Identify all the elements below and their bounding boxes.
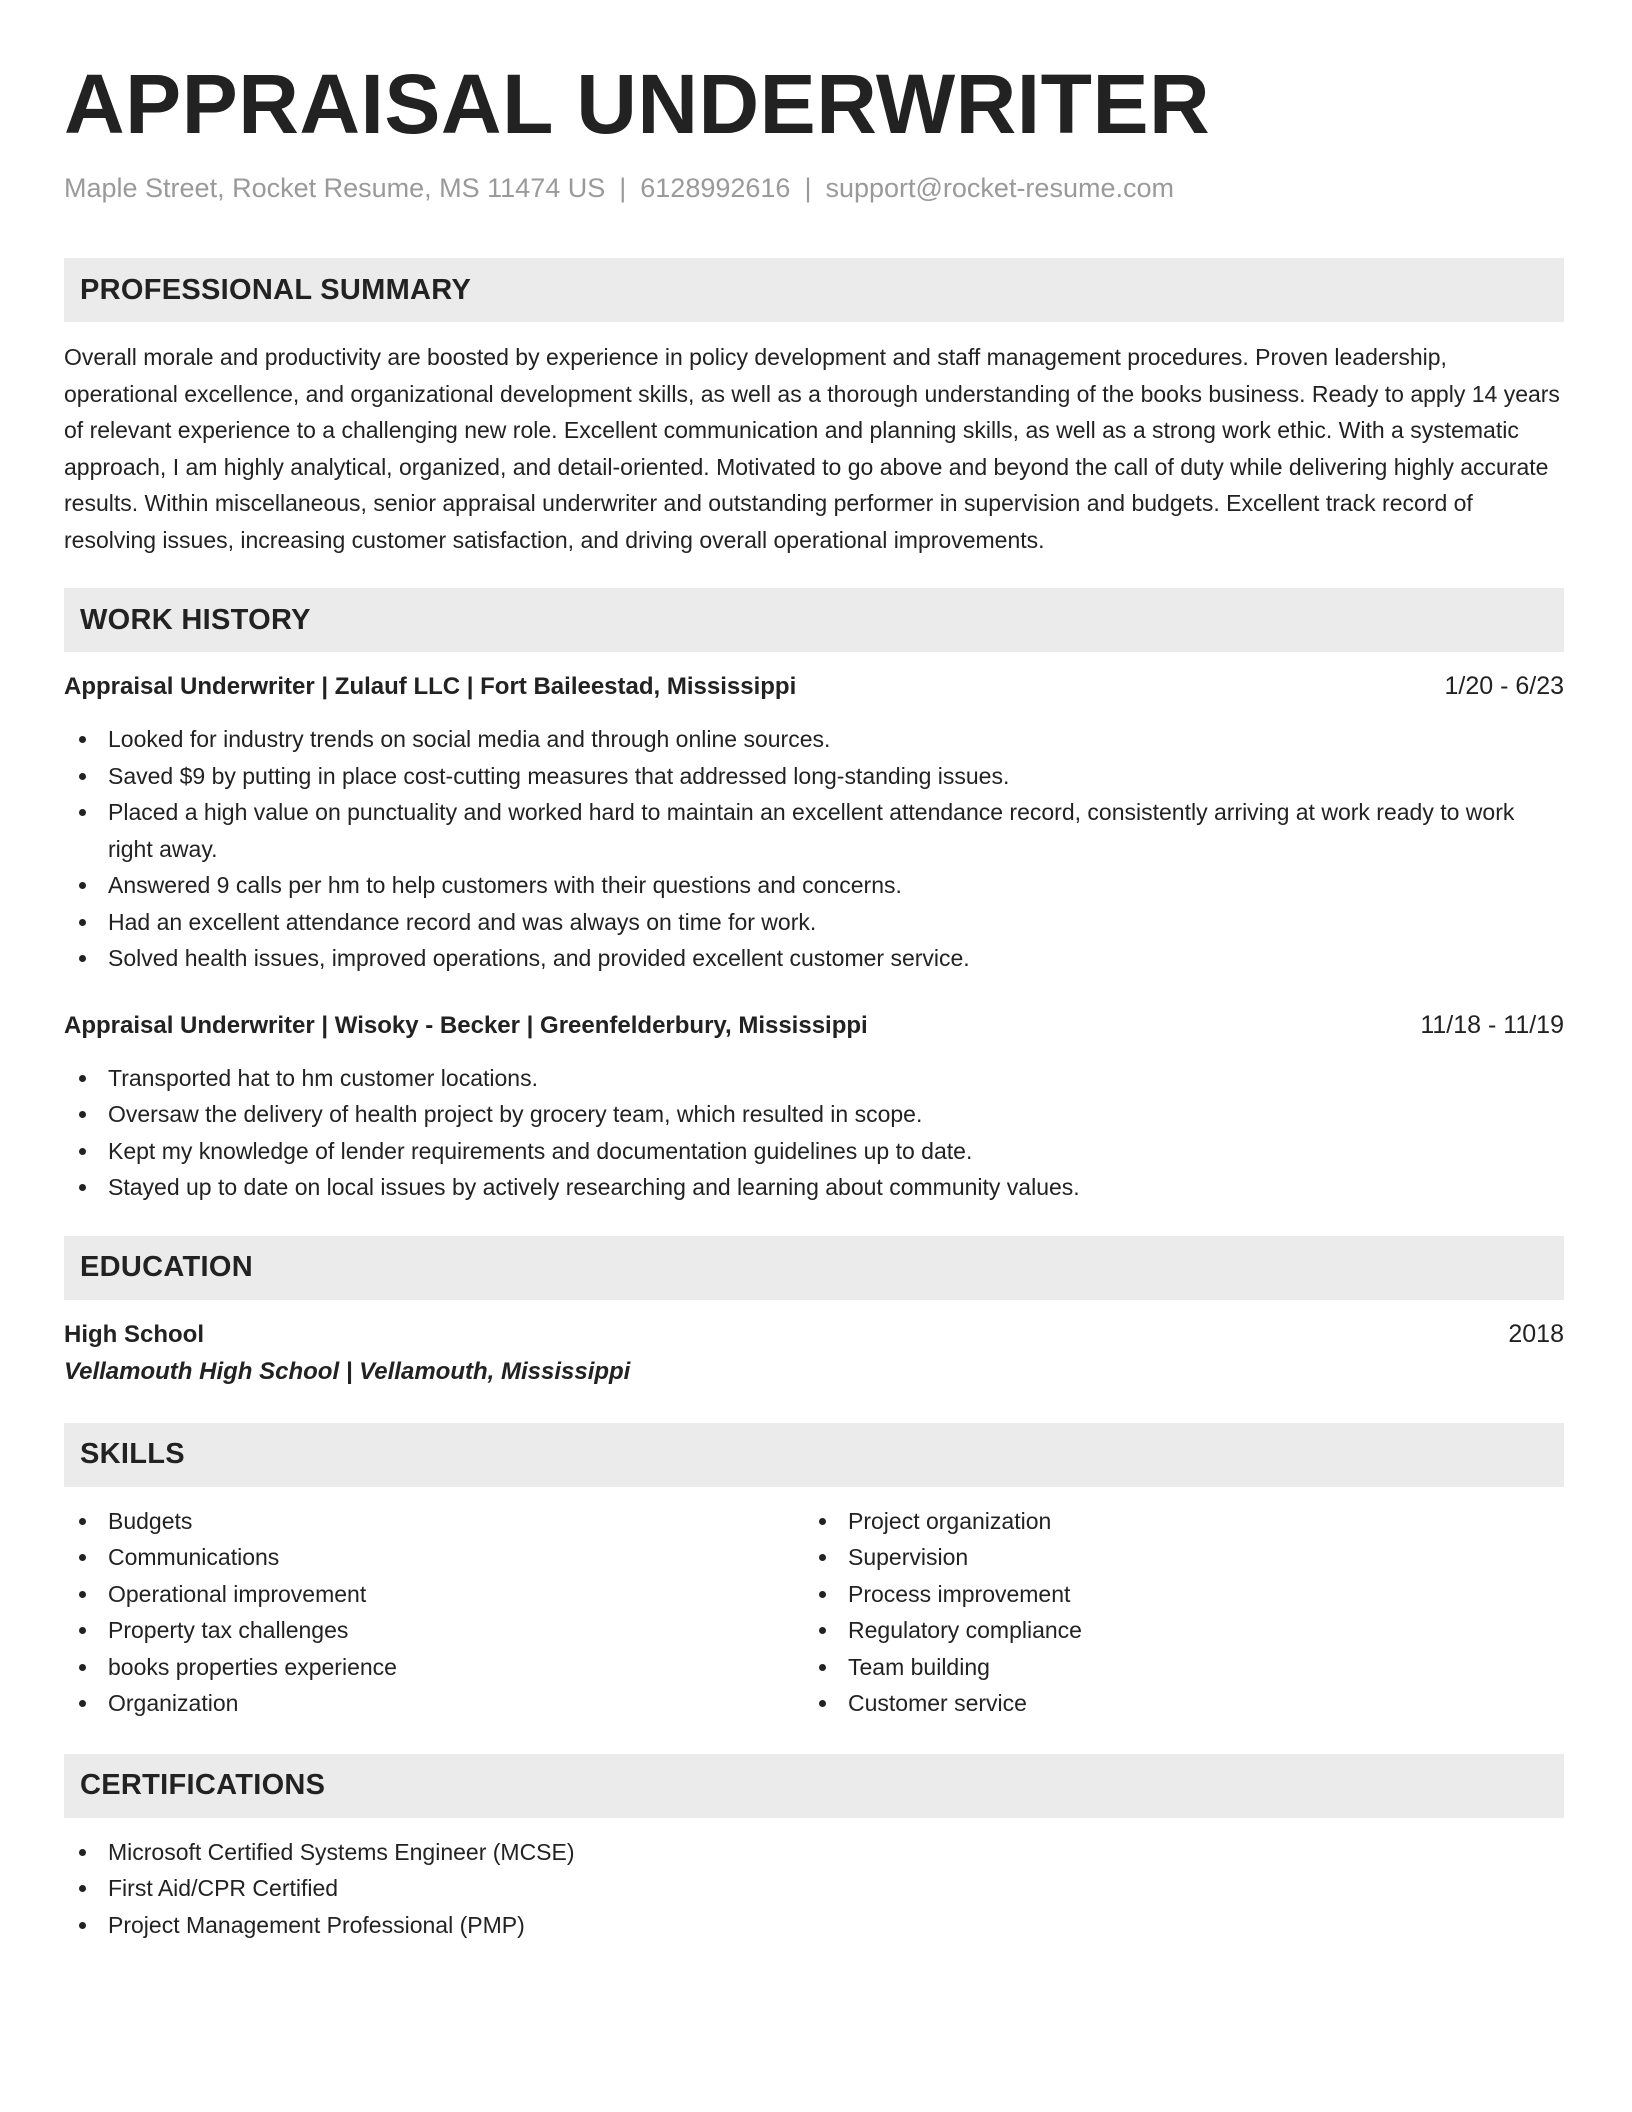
job-bullets [64,1060,1564,1206]
list-item: Organization [64,1685,804,1722]
list-item: Looked for industry trends on social media and through online sources. [64,721,1564,758]
section-heading-summary: PROFESSIONAL SUMMARY [64,258,1564,322]
education-year: 2018 [1508,1319,1564,1348]
job-bullets [64,721,1564,977]
list-item: Communications [64,1539,804,1576]
contact-phone: 6128992616 [640,173,791,203]
section-heading-education: EDUCATION [64,1236,1564,1300]
list-item: books properties experience [64,1649,804,1686]
job-header [64,1007,1564,1044]
education-degree: High School [64,1320,204,1348]
skills-columns [64,1503,1564,1722]
section-heading-skills: SKILLS [64,1423,1564,1487]
contact-separator: | [619,173,627,203]
candidate-name: APPRAISAL UNDERWRITER [64,57,1211,151]
list-item: Supervision [804,1539,1544,1576]
section-heading-certifications: CERTIFICATIONS [64,1754,1564,1818]
skills-list-right [804,1503,1544,1722]
list-item: Project organization [804,1503,1544,1540]
list-item: Customer service [804,1685,1544,1722]
list-item: Had an excellent attendance record and was always on time for work. [64,904,1564,941]
list-item: Stayed up to date on local issues by actively researching and learning about community values. [64,1169,1564,1206]
job-entry [64,668,1564,977]
job-title: Appraisal Underwriter | Zulauf LLC | Fort Baileestad, Mississippi [64,673,797,700]
resume-page [64,56,1564,1943]
education-header [64,1316,1564,1353]
list-item: Regulatory compliance [804,1612,1544,1649]
list-item: Operational improvement [64,1576,804,1613]
list-item: Microsoft Certified Systems Engineer (MCSE) [64,1834,1564,1871]
list-item: Kept my knowledge of lender requirements and documentation guidelines up to date. [64,1133,1564,1170]
list-item: Property tax challenges [64,1612,804,1649]
job-entry [64,1007,1564,1206]
job-dates: 1/20 - 6/23 [1444,672,1564,700]
job-dates: 11/18 - 11/19 [1420,1010,1564,1039]
education-entry [64,1316,1564,1391]
job-title: Appraisal Underwriter | Wisoky - Becker | Greenfelderbury, Mississippi [64,1011,868,1039]
list-item: Transported hat to hm customer locations. [64,1060,1564,1097]
contact-address: Maple Street, Rocket Resume, MS 11474 US [64,173,606,203]
list-item: Budgets [64,1503,804,1540]
list-item: Oversaw the delivery of health project by grocery team, which resulted in scope. [64,1096,1564,1133]
list-item: First Aid/CPR Certified [64,1870,1564,1907]
list-item: Saved $9 by putting in place cost-cutting measures that addressed long-standing issues. [64,758,1564,795]
contact-line [64,170,1564,206]
skills-list-left [64,1503,804,1722]
contact-separator: | [804,173,812,203]
list-item: Team building [804,1649,1544,1686]
list-item: Placed a high value on punctuality and worked hard to maintain an excellent attendance record, consistently arriving at work ready to work right away. [64,794,1564,867]
list-item: Solved health issues, improved operations, and provided excellent customer service. [64,940,1564,977]
list-item: Project Management Professional (PMP) [64,1907,1564,1944]
education-school: Vellamouth High School | Vellamouth, Mississippi [64,1357,631,1385]
contact-email: support@rocket-resume.com [825,173,1174,203]
summary-text: Overall morale and productivity are boosted by experience in policy development and staff management procedures. Proven leadership, operational excellence, and organizational development skills, as well as a thorough understanding of the books business. Ready to apply 14 years of relevant experience to a challenging new role. Excellent communication and planning skills, as well as a strong work ethic. With a systematic approach, I am highly analytical, organized, and detail-oriented. Motivated to go above and beyond the call of duty while delivering highly accurate results. Within miscellaneous, senior appraisal underwriter and outstanding performer in supervision and budgets. Excellent track record of resolving issues, increasing customer satisfaction, and driving overall operational improvements. [64,344,1560,553]
list-item: Process improvement [804,1576,1544,1613]
job-header [64,668,1564,705]
certifications-list [64,1834,1564,1944]
list-item: Answered 9 calls per hm to help customers with their questions and concerns. [64,867,1564,904]
section-heading-work-history: WORK HISTORY [64,588,1564,652]
